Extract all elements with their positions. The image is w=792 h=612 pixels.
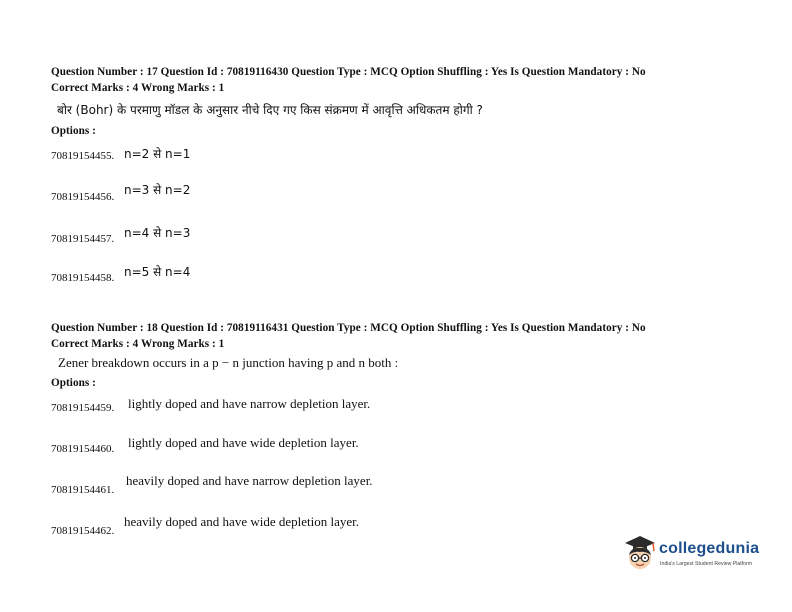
- option-text[interactable]: n=3 से n=2: [124, 183, 191, 197]
- option-id: 70819154460.: [51, 443, 115, 455]
- option-id: 70819154455.: [51, 150, 115, 162]
- question-18-text: Zener breakdown occurs in a p − n junction having p and n both :: [58, 355, 399, 370]
- option-id: 70819154456.: [51, 191, 115, 203]
- question-17-meta: Question Number : 17 Question Id : 70819116430 Question Type : MCQ Option Shuffling : Yes Is Question Mandatory : No: [51, 66, 646, 78]
- logo-wordmark: collegedunia: [659, 540, 760, 557]
- question-18-options-label: Options :: [51, 377, 96, 389]
- option-id: 70819154462.: [51, 525, 115, 537]
- option-text[interactable]: lightly doped and have narrow depletion layer.: [128, 396, 371, 411]
- question-18-meta: Question Number : 18 Question Id : 70819116431 Question Type : MCQ Option Shuffling : Yes Is Question Mandatory : No: [51, 322, 646, 334]
- option-text[interactable]: heavily doped and have narrow depletion layer.: [126, 473, 373, 488]
- option-text[interactable]: lightly doped and have wide depletion layer.: [128, 435, 359, 450]
- option-text[interactable]: n=2 से n=1: [124, 147, 191, 161]
- option-id: 70819154461.: [51, 484, 115, 496]
- option-text[interactable]: n=5 से n=4: [124, 265, 191, 279]
- question-18-marks: Correct Marks : 4 Wrong Marks : 1: [51, 338, 225, 350]
- option-text[interactable]: n=4 से n=3: [124, 226, 191, 240]
- question-17-options-label: Options :: [51, 125, 96, 137]
- option-id: 70819154457.: [51, 233, 115, 245]
- question-17-marks: Correct Marks : 4 Wrong Marks : 1: [51, 82, 225, 94]
- student-mascot-icon: [621, 533, 659, 578]
- option-id: 70819154458.: [51, 272, 115, 284]
- logo-tagline: India's Largest Student Review Platform: [660, 561, 753, 567]
- question-17-text: बोर (Bohr) के परमाणु मॉडल के अनुसार नीचे दिए गए किस संक्रमण में आवृत्ति अधिकतम होगी ?: [57, 103, 483, 117]
- option-id: 70819154459.: [51, 402, 115, 414]
- option-text[interactable]: heavily doped and have wide depletion layer.: [124, 514, 360, 529]
